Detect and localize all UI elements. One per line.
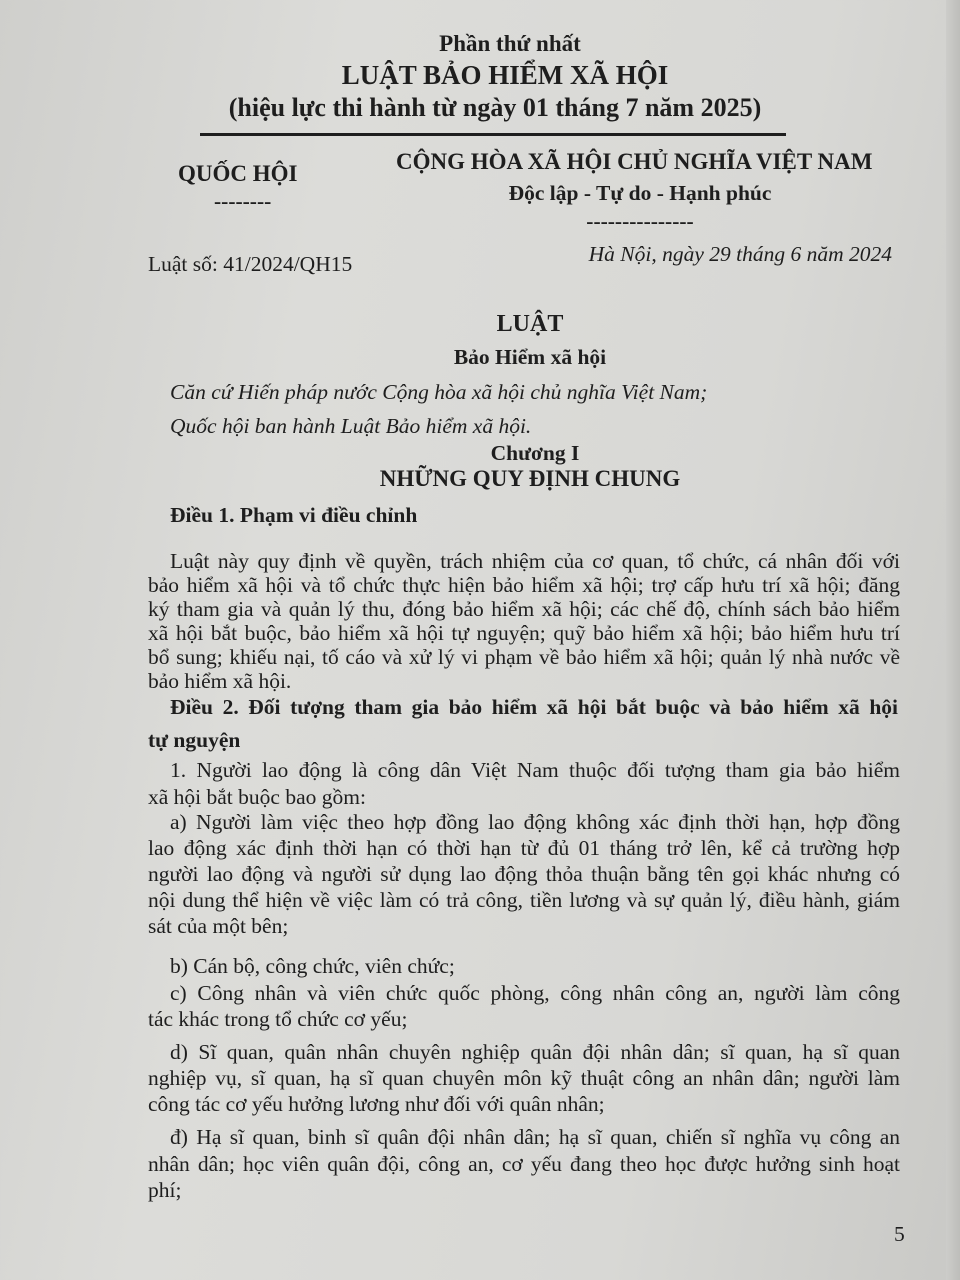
- item-d-line: nghiệp vụ, sĩ quan, hạ sĩ quan chuyên môn kỹ thuật công an nhân dân; người làm: [148, 1066, 900, 1090]
- clause-1-line: 1. Người lao động là công dân Việt Nam thuộc đối tượng tham gia bảo hiểm: [170, 758, 900, 782]
- item-a-line: người lao động và người sử dụng lao động thỏa thuận bằng tên gọi khác nhưng có: [148, 862, 900, 886]
- item-b-line: b) Cán bộ, công chức, viên chức;: [170, 954, 455, 978]
- document-title: LUẬT BẢO HIỂM XÃ HỘI: [341, 60, 669, 90]
- issuer-name: QUỐC HỘI: [178, 161, 298, 186]
- preamble-line: Quốc hội ban hành Luật Bảo hiểm xã hội.: [170, 414, 532, 438]
- item-a-line: sát của một bên;: [148, 914, 289, 938]
- motto-dashes: ---------------: [586, 209, 694, 233]
- item-dd-line: nhân dân; học viên quân đội, công an, cơ yếu đang theo học được hưởng sinh hoạt: [148, 1152, 900, 1176]
- article-1-line: Luật này quy định về quyền, trách nhiệm của cơ quan, tổ chức, cá nhân đối với: [170, 549, 900, 573]
- place-date: Hà Nội, ngày 29 tháng 6 năm 2024: [588, 242, 892, 266]
- article-1-line: ký tham gia và quản lý thu, đóng bảo hiểm xã hội; các chế độ, chính sách bảo hiểm: [148, 597, 900, 621]
- clause-1-line: xã hội bắt buộc bao gồm:: [148, 785, 366, 809]
- article-2-title-cont: tự nguyện: [148, 728, 241, 752]
- item-dd-line: phí;: [148, 1178, 182, 1202]
- page-edge: [946, 0, 960, 1280]
- effective-date: (hiệu lực thi hành từ ngày 01 tháng 7 năm 2025): [228, 93, 762, 122]
- item-d-line: công tác cơ yếu hưởng lương như đối với quân nhân;: [148, 1092, 605, 1116]
- item-dd-line: đ) Hạ sĩ quan, binh sĩ quân đội nhân dân; hạ sĩ quan, chiến sĩ nghĩa vụ công an: [170, 1125, 900, 1149]
- article-1-title: Điều 1. Phạm vi điều chỉnh: [170, 503, 418, 527]
- chapter-title: NHỮNG QUY ĐỊNH CHUNG: [379, 466, 681, 491]
- article-1-line: bảo hiểm xã hội và tổ chức thực hiện bảo hiểm xã hội; trợ cấp hưu trí xã hội; đăng: [148, 573, 900, 597]
- item-c-line: tác khác trong tổ chức cơ yếu;: [148, 1007, 408, 1031]
- page-number: 5: [894, 1222, 905, 1246]
- preamble-line: Căn cứ Hiến pháp nước Cộng hòa xã hội chủ nghĩa Việt Nam;: [170, 380, 708, 404]
- law-number: Luật số: 41/2024/QH15: [148, 252, 353, 276]
- article-1-line: bảo hiểm xã hội.: [148, 669, 292, 693]
- article-1-line: bổ sung; khiếu nại, tố cáo và xử lý vi phạm về bảo hiểm xã hội; quản lý nhà nước về: [148, 645, 900, 669]
- title-divider: [200, 133, 786, 136]
- item-c-line: c) Công nhân và viên chức quốc phòng, công nhân công an, người làm công: [170, 981, 900, 1005]
- article-1-line: xã hội bắt buộc, bảo hiểm xã hội tự nguyện; quỹ bảo hiểm xã hội; bảo hiểm hưu trí: [148, 621, 900, 645]
- item-a-line: lao động xác định thời hạn có thời hạn từ đủ 01 tháng trở lên, kể cả trường hợp: [148, 836, 900, 860]
- item-a-line: a) Người làm việc theo hợp đồng lao động không xác định thời hạn, hợp đồng: [170, 810, 900, 834]
- law-subtitle: Bảo Hiểm xã hội: [453, 345, 607, 369]
- national-motto: Độc lập - Tự do - Hạnh phúc: [508, 181, 772, 205]
- item-a-line: nội dung thể hiện về việc làm có trả công, tiền lương và sự quản lý, điều hành, giám: [148, 888, 900, 912]
- item-d-line: d) Sĩ quan, quân nhân chuyên nghiệp quân đội nhân dân; sĩ quan, hạ sĩ quan: [170, 1040, 900, 1064]
- chapter-number: Chương I: [490, 441, 580, 465]
- issuer-dashes: --------: [214, 189, 272, 213]
- country-name: CỘNG HÒA XÃ HỘI CHỦ NGHĨA VIỆT NAM: [396, 149, 873, 174]
- article-2-title: Điều 2. Đối tượng tham gia bảo hiểm xã hội bắt buộc và bảo hiểm xã hội: [170, 695, 898, 719]
- law-heading: LUẬT: [496, 311, 564, 337]
- part-label: Phần thứ nhất: [439, 31, 581, 56]
